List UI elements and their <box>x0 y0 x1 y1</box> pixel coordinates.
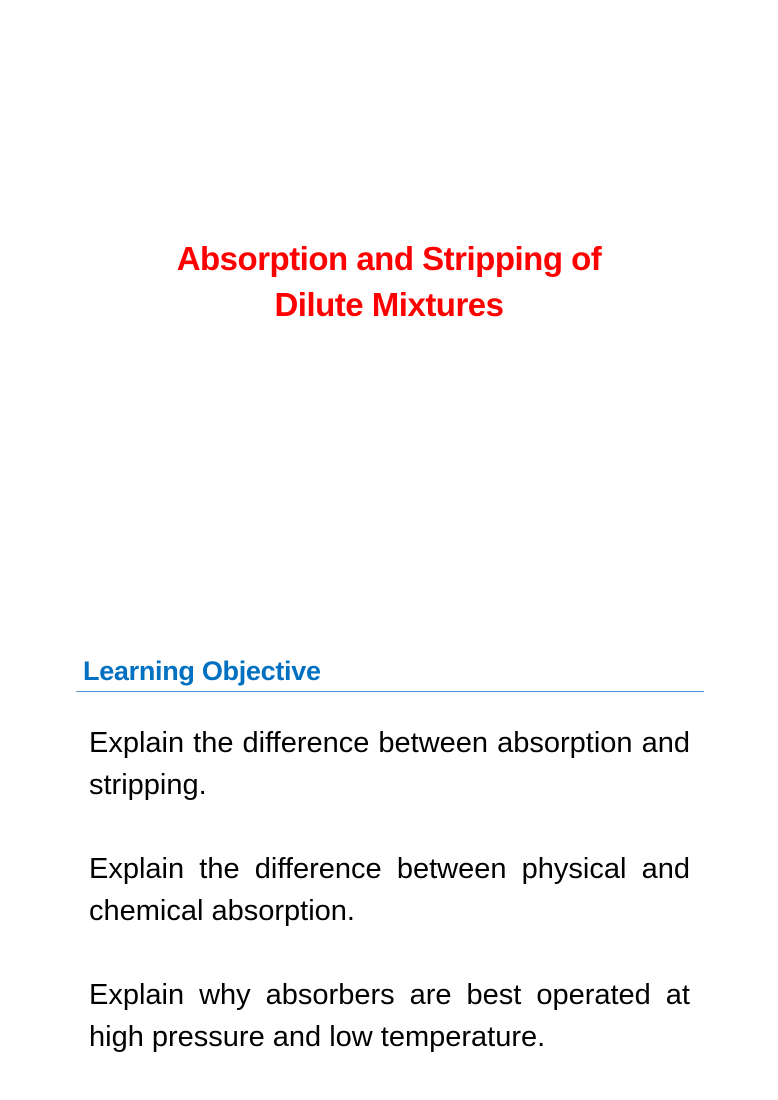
title-line-2: Dilute Mixtures <box>274 286 504 323</box>
title-line-1: Absorption and Stripping of <box>176 240 602 277</box>
objective-item: Explain the difference between absorption and stripping. <box>89 727 690 801</box>
objective-item: Explain the difference between physical and chemical absorption. <box>89 853 690 927</box>
objectives-list <box>89 722 690 1100</box>
section-heading: Learning Objective <box>83 656 321 686</box>
section-divider <box>76 691 704 692</box>
objective-item: Explain why absorbers are best operated at high pressure and low temperature. <box>89 979 690 1053</box>
page-title <box>0 236 778 328</box>
